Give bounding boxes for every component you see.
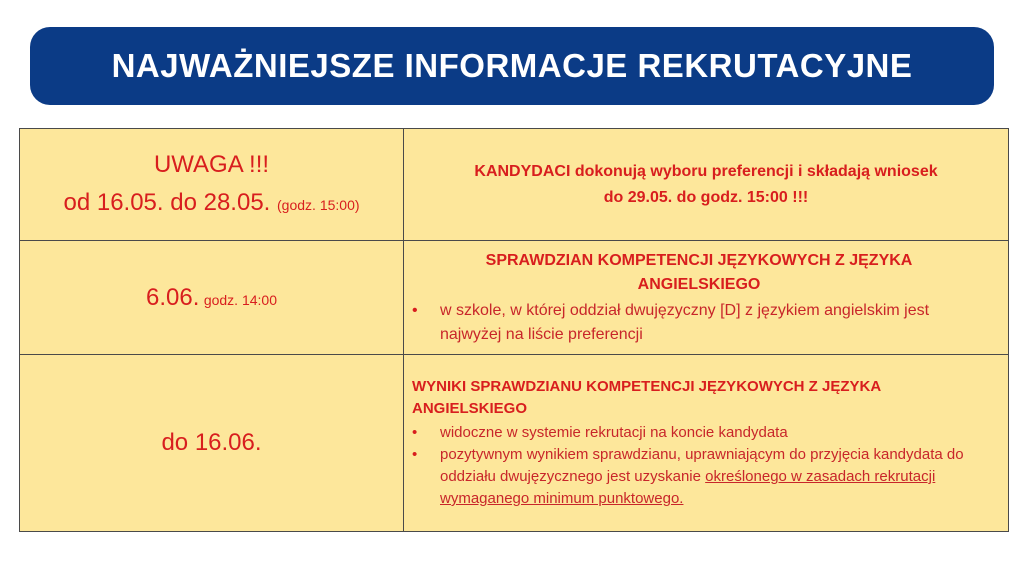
table-row [20,355,1009,532]
table-row [20,241,1009,355]
bullet-text: pozytywnym wynikiem sprawdzianu, uprawniającym do przyjęcia kandydata do oddziału dwujęzycznego jest uzyskanie [440,446,964,485]
bullet-icon: • [412,301,418,319]
row1-info-cell [404,129,1009,241]
page-title: NAJWAŻNIEJSZE INFORMACJE REKRUTACYJNE [111,47,913,84]
row3-date-cell [20,355,404,532]
candidates-notice: KANDYDACI dokonują wyboru preferencji i składają wniosek [474,162,938,180]
results-heading: WYNIKI SPRAWDZIANU KOMPETENCJI JĘZYKOWYCH Z JĘZYKA ANGIELSKIEGO [412,378,881,417]
bullet-text: widoczne w systemie rekrutacji na koncie kandydata [440,424,788,441]
table-row [20,129,1009,241]
row2-date-cell [20,241,404,355]
list-item [412,299,994,347]
title-banner [30,27,994,105]
list-item [412,422,994,444]
exam-bullets [404,299,994,347]
bullet-icon: • [412,424,418,441]
bullet-icon: • [412,446,418,463]
results-bullets [404,422,994,510]
row2-info-cell [404,241,1009,355]
row1-date-cell [20,129,404,241]
exam-time: godz. 14:00 [203,291,277,308]
deadline-notice: do 29.05. do godz. 15:00 !!! [603,188,809,206]
date-range [20,184,403,224]
info-table [19,128,1009,532]
list-item [412,444,994,510]
underlined-text: określonego w zasadach rekrutacji wymaganego minimum punktowego. [440,468,936,507]
time-note: (godz. 15:00) [277,196,360,213]
results-date: do 16.06. [161,429,262,456]
row3-info-cell [404,355,1009,532]
warning-label: UWAGA !!! [153,150,270,178]
exam-date: 6.06. [145,283,200,311]
date-range-text: od 16.05. do 28.05. [63,188,271,216]
exam-heading: SPRAWDZIAN KOMPETENCJI JĘZYKOWYCH Z JĘZYKA ANGIELSKIEGO [485,251,913,293]
bullet-text: w szkole, w której oddział dwujęzyczny [D] z językiem angielskim jest najwyżej na liście preferencji [440,301,930,343]
